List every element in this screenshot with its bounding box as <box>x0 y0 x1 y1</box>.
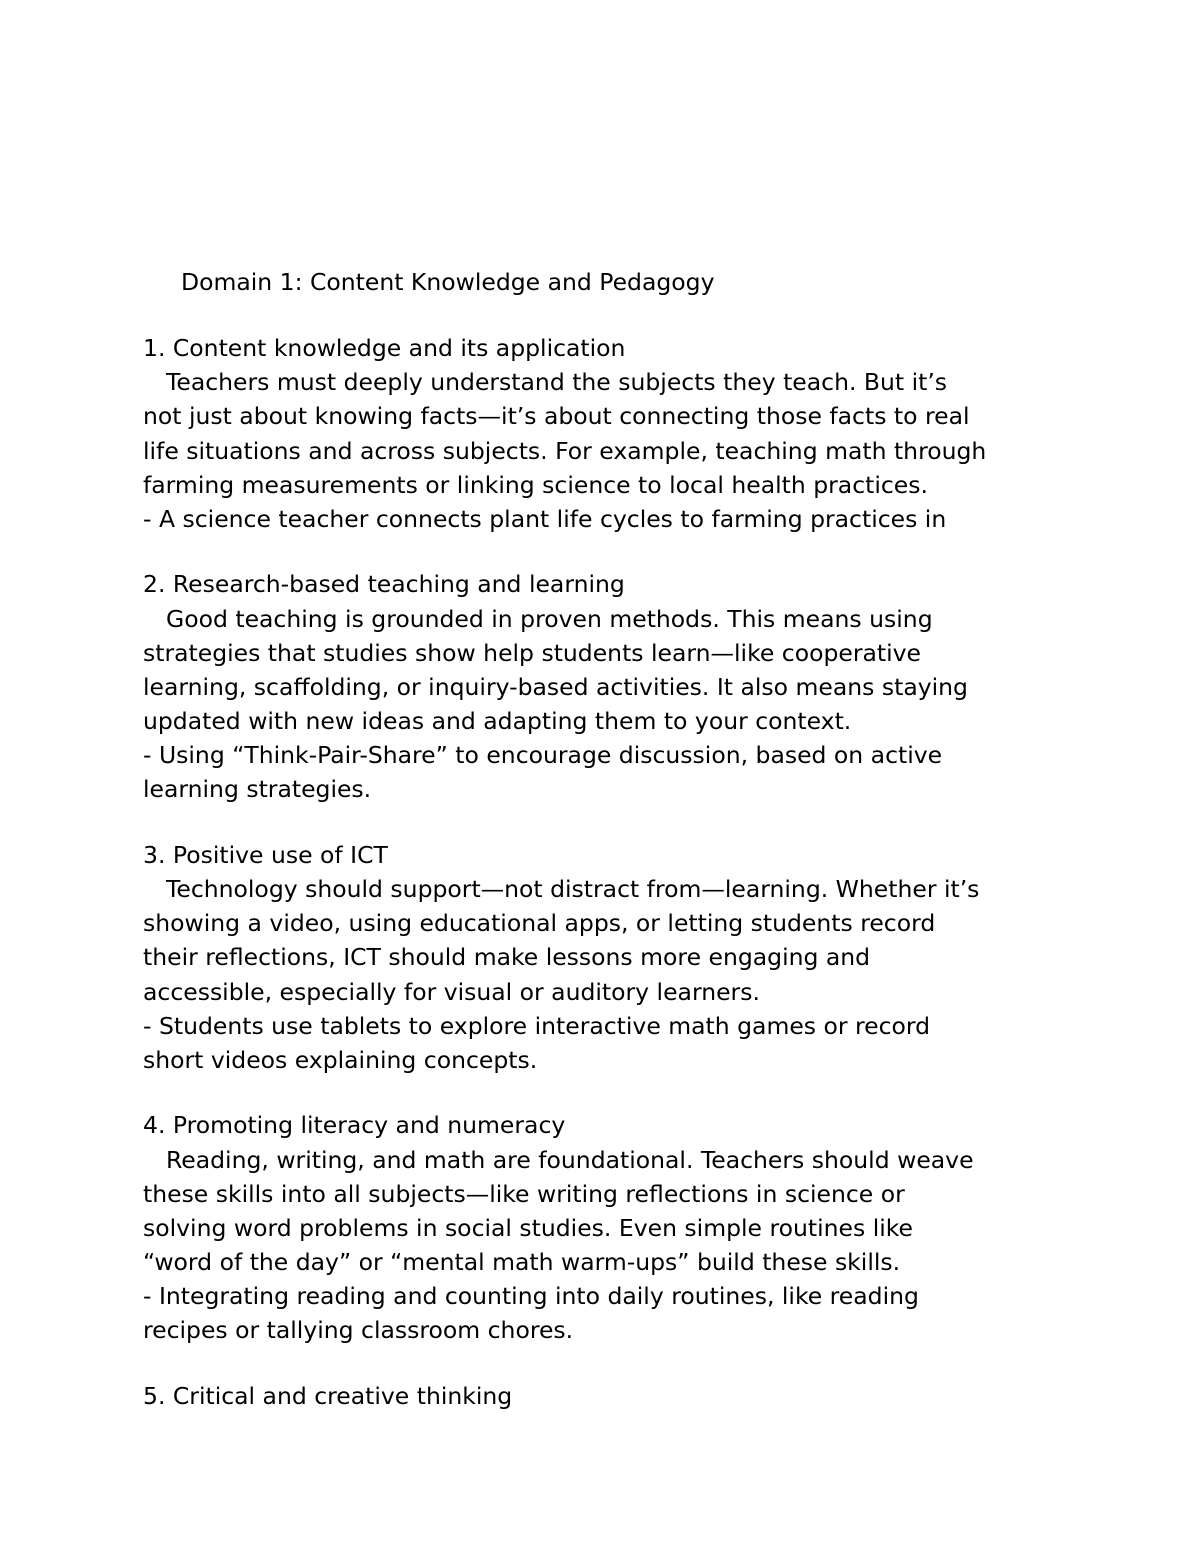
document-title: Domain 1: Content Knowledge and Pedagogy <box>181 268 715 296</box>
example-line: learning strategies. <box>143 775 372 803</box>
paragraph-line: their reflections, ICT should make lessons more engaging and <box>143 943 871 971</box>
paragraph-line: Teachers must deeply understand the subjects they teach. But it’s <box>166 368 948 396</box>
paragraph-line: Reading, writing, and math are foundational. Teachers should weave <box>166 1146 974 1174</box>
paragraph-line: these skills into all subjects—like writing reflections in science or <box>143 1180 905 1208</box>
example-line: - Students use tablets to explore interactive math games or record <box>143 1012 931 1040</box>
section-heading: 2. Research-based teaching and learning <box>143 570 625 598</box>
paragraph-line: accessible, especially for visual or auditory learners. <box>143 978 760 1006</box>
section-heading: 4. Promoting literacy and numeracy <box>143 1111 566 1139</box>
example-line: - Using “Think-Pair-Share” to encourage discussion, based on active <box>143 741 943 769</box>
paragraph-line: solving word problems in social studies. Even simple routines like <box>143 1214 913 1242</box>
paragraph-line: Technology should support—not distract from—learning. Whether it’s <box>166 875 980 903</box>
paragraph-line: life situations and across subjects. For example, teaching math through <box>143 437 987 465</box>
section-heading: 5. Critical and creative thinking <box>143 1382 513 1410</box>
example-line: short videos explaining concepts. <box>143 1046 538 1074</box>
paragraph-line: farming measurements or linking science to local health practices. <box>143 471 928 499</box>
section-heading: 3. Positive use of ICT <box>143 841 388 869</box>
example-line: - Integrating reading and counting into daily routines, like reading <box>143 1282 919 1310</box>
paragraph-line: strategies that studies show help students learn—like cooperative <box>143 639 922 667</box>
paragraph-line: “word of the day” or “mental math warm-ups” build these skills. <box>143 1248 901 1276</box>
paragraph-line: Good teaching is grounded in proven methods. This means using <box>166 605 933 633</box>
paragraph-line: updated with new ideas and adapting them to your context. <box>143 707 852 735</box>
section-heading: 1. Content knowledge and its application <box>143 334 626 362</box>
example-line: recipes or tallying classroom chores. <box>143 1316 574 1344</box>
paragraph-line: showing a video, using educational apps, or letting students record <box>143 909 936 937</box>
example-line: - A science teacher connects plant life cycles to farming practices in <box>143 505 947 533</box>
paragraph-line: not just about knowing facts—it’s about connecting those facts to real <box>143 402 970 430</box>
paragraph-line: learning, scaffolding, or inquiry-based activities. It also means staying <box>143 673 968 701</box>
